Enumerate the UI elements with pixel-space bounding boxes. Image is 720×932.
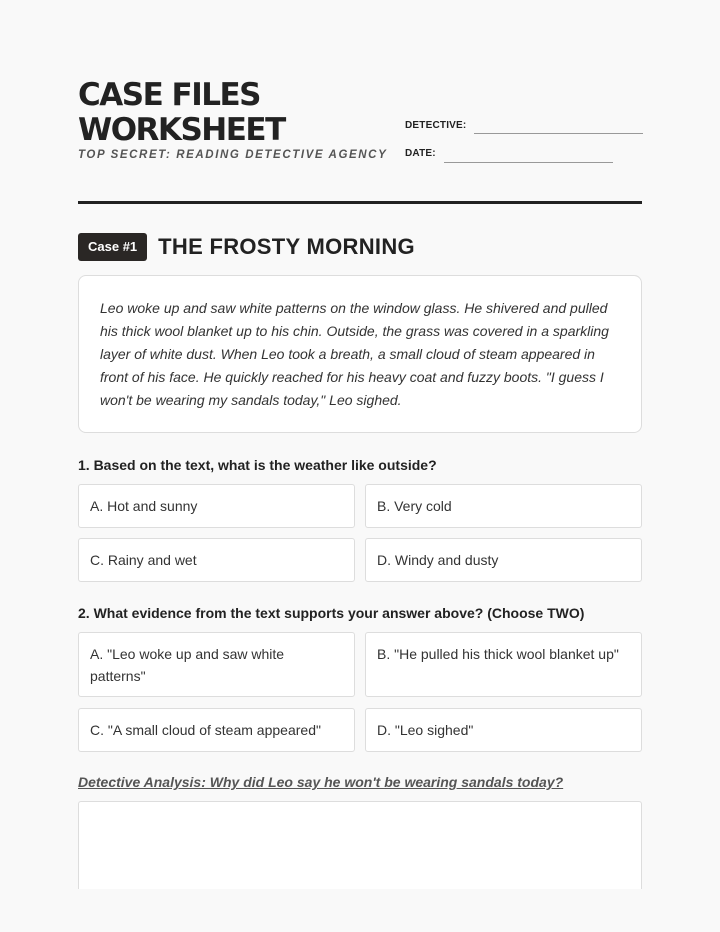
detective-field[interactable] (405, 120, 643, 131)
q2-option-d[interactable] (365, 708, 642, 752)
q2-option-c[interactable] (78, 708, 355, 752)
q1-option-a[interactable] (78, 484, 355, 528)
q1-option-d[interactable] (365, 538, 642, 582)
title-line-1: CASE FILES (78, 77, 261, 113)
header-divider (78, 201, 642, 204)
option-label: B. "He pulled his thick wool blanket up" (377, 646, 619, 662)
q1-option-b[interactable] (365, 484, 642, 528)
q2-option-b[interactable] (365, 632, 642, 697)
option-label: D. Windy and dusty (377, 552, 499, 568)
reading-passage (78, 275, 642, 433)
option-label: B. Very cold (377, 498, 452, 514)
passage-text: Leo woke up and saw white patterns on the window glass. He shivered and pulled his thick wool blanket up to his chin. Outside, the grass was covered in a sparkling layer of white dust. When Leo took a breath, a small cloud of steam appeared in front of his face. He quickly reached for his heavy coat and fuzzy boots. "I guess I won't be wearing my sandals today," Leo sighed. (100, 300, 609, 408)
option-label: C. Rainy and wet (90, 552, 197, 568)
date-blank-line[interactable] (444, 162, 613, 163)
title-line-2: WORKSHEET (78, 112, 285, 148)
case-heading (78, 233, 415, 261)
detective-label: DETECTIVE: (405, 120, 467, 131)
q1-option-c[interactable] (78, 538, 355, 582)
date-field[interactable] (405, 148, 613, 159)
question-1-prompt: 1. Based on the text, what is the weather like outside? (78, 457, 437, 473)
option-label: D. "Leo sighed" (377, 722, 474, 738)
analysis-prompt: Detective Analysis: Why did Leo say he won't be wearing sandals today? (78, 774, 564, 790)
detective-blank-line[interactable] (474, 133, 643, 134)
option-label: A. Hot and sunny (90, 498, 198, 514)
case-title: THE FROSTY MORNING (158, 234, 415, 259)
option-label: A. "Leo woke up and saw white patterns" (90, 646, 285, 684)
worksheet-header (78, 78, 642, 204)
question-2-prompt: 2. What evidence from the text supports your answer above? (Choose TWO) (78, 605, 585, 621)
case-number-badge: Case #1 (78, 233, 147, 261)
analysis-answer-box[interactable] (78, 801, 642, 896)
agency-subtitle: TOP SECRET: READING DETECTIVE AGENCY (78, 149, 388, 161)
page-bottom-edge (0, 889, 720, 932)
q2-option-a[interactable] (78, 632, 355, 697)
worksheet-title (78, 78, 285, 148)
option-label: C. "A small cloud of steam appeared" (90, 722, 321, 738)
date-label: DATE: (405, 148, 436, 159)
